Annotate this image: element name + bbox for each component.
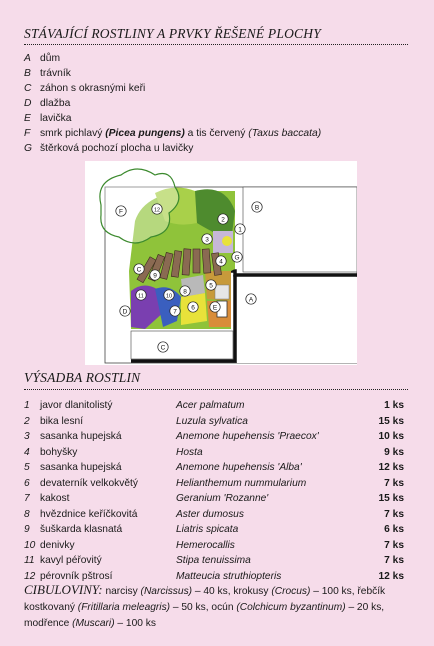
- svg-text:5: 5: [209, 282, 213, 290]
- latin-name: Anemone hupehensis 'Praecox': [176, 431, 319, 442]
- row-number: 10: [24, 539, 36, 551]
- svg-text:6: 6: [191, 304, 195, 312]
- table-row: [24, 538, 404, 554]
- czech-name: kavyl péřovitý: [40, 555, 102, 566]
- text-run: záhon s okrasnými keři: [40, 83, 146, 94]
- czech-name: šuškarda klasnatá: [40, 524, 123, 535]
- quantity: 1 ks: [384, 400, 404, 411]
- row-number: 6: [24, 477, 30, 489]
- dotted-rule: [24, 44, 408, 45]
- plan-letter-label: [120, 306, 130, 316]
- svg-text:7: 7: [173, 308, 177, 316]
- house-area: [237, 277, 357, 363]
- table-row: [24, 414, 404, 430]
- plan-letter-label: [246, 294, 256, 304]
- plan-number-label: [170, 306, 180, 316]
- bed-yellow-spot: [222, 236, 232, 246]
- text-run: (Crocus): [271, 586, 311, 597]
- plan-letter-label: [252, 202, 262, 212]
- latin-name: Anemone hupehensis 'Alba': [176, 462, 302, 473]
- svg-text:2: 2: [221, 216, 225, 224]
- text-run: trávník: [40, 68, 71, 79]
- svg-text:C: C: [160, 344, 166, 352]
- svg-text:C: C: [136, 266, 142, 274]
- row-number: 12: [24, 570, 36, 582]
- planting-table: [24, 398, 404, 584]
- row-number: 4: [24, 446, 30, 458]
- text-run: (Colchicum byzantinum): [236, 602, 346, 613]
- legend-key: D: [24, 98, 32, 109]
- legend-item: [24, 96, 414, 111]
- plan-number-label: [206, 280, 216, 290]
- svg-text:G: G: [234, 254, 240, 262]
- text-run: smrk pichlavý: [40, 128, 106, 139]
- plan-number-label: [164, 290, 174, 300]
- table-row: [24, 476, 404, 492]
- text-run: (Narcissus): [140, 586, 193, 597]
- legend-key: C: [24, 83, 32, 94]
- text-run: (Fritillaria meleagris): [77, 602, 171, 613]
- legend-item: [24, 141, 414, 156]
- table-row: [24, 522, 404, 538]
- czech-name: kakost: [40, 493, 70, 504]
- garden-plan: [85, 161, 357, 365]
- text-run: lavička: [40, 113, 72, 124]
- dotted-rule: [24, 389, 408, 390]
- svg-text:11: 11: [138, 293, 144, 300]
- table-row: [24, 507, 404, 523]
- quantity: 9 ks: [384, 446, 404, 458]
- czech-name: javor dlanitolistý: [40, 400, 113, 411]
- plan-letter-label: [134, 264, 144, 274]
- svg-text:10: 10: [165, 293, 173, 300]
- text-run: – 20 ks, modřence: [24, 602, 385, 629]
- legend-key: E: [24, 113, 31, 124]
- table-row: [24, 429, 404, 445]
- latin-name: Matteucia struthiopteris: [176, 570, 282, 582]
- row-number: 2: [24, 415, 30, 427]
- latin-name: Hosta: [176, 446, 203, 458]
- bulbs-paragraph: [24, 582, 414, 632]
- svg-text:1: 1: [238, 226, 242, 234]
- gravel-area: [215, 285, 229, 299]
- svg-text:8: 8: [183, 288, 187, 296]
- svg-text:4: 4: [219, 258, 223, 266]
- quantity: 15 ks: [378, 415, 404, 427]
- legend-item: [24, 111, 414, 126]
- text-run: – 100 ks, řebčík kostkovaný: [24, 586, 386, 613]
- plan-letter-label: [116, 206, 126, 216]
- text-run: narcisy: [102, 586, 141, 597]
- plan-number-label: [180, 286, 190, 296]
- quantity: 7 ks: [384, 539, 404, 551]
- lawn-area: [243, 187, 357, 272]
- row-number: 3: [24, 431, 30, 442]
- plan-number-label: [202, 234, 212, 244]
- plan-letter-label: [158, 342, 168, 352]
- svg-text:E: E: [212, 304, 218, 312]
- svg-text:12: 12: [153, 207, 161, 214]
- legend-item: [24, 51, 414, 66]
- bottom-bed: [131, 331, 233, 359]
- czech-name: denivky: [40, 539, 75, 551]
- row-number: 11: [24, 555, 35, 566]
- latin-name: Luzula sylvatica: [176, 415, 248, 427]
- svg-text:B: B: [254, 204, 260, 212]
- plan-number-label: [235, 224, 245, 234]
- svg-text:A: A: [248, 296, 254, 304]
- svg-text:3: 3: [205, 236, 209, 244]
- legend-item: [24, 81, 414, 96]
- quantity: 6 ks: [384, 524, 404, 535]
- section-heading-existing: STÁVAJÍCÍ ROSTLINY A PRVKY ŘEŠENÉ PLOCHY: [24, 26, 321, 41]
- czech-name: hvězdnice keříčkovitá: [40, 508, 138, 520]
- latin-name: Helianthemum nummularium: [176, 477, 307, 489]
- legend-item: [24, 126, 414, 141]
- text-run: (Taxus baccata): [248, 128, 322, 139]
- legend-key: A: [24, 53, 31, 64]
- latin-name: Acer palmatum: [176, 400, 245, 411]
- legend-key: G: [24, 143, 33, 154]
- svg-text:F: F: [119, 208, 123, 216]
- plan-letter-label: [232, 252, 242, 262]
- table-row: [24, 398, 404, 414]
- czech-name: pérovník pštrosí: [40, 570, 113, 582]
- czech-name: devaterník velkokvětý: [40, 477, 138, 489]
- row-number: 8: [24, 508, 30, 520]
- text-run: – 50 ks, ocún: [170, 602, 237, 613]
- text-run: štěrková pochozí plocha u lavičky: [40, 143, 194, 154]
- text-run: (Muscari): [72, 618, 115, 629]
- quantity: 7 ks: [384, 477, 404, 489]
- plan-number-label: [188, 302, 198, 312]
- czech-name: sasanka hupejská: [40, 462, 122, 473]
- row-number: 5: [24, 462, 30, 473]
- row-number: 7: [24, 493, 30, 504]
- latin-name: Aster dumosus: [176, 508, 244, 520]
- czech-name: sasanka hupejská: [40, 431, 122, 442]
- text-run: dlažba: [40, 98, 71, 109]
- quantity: 15 ks: [378, 493, 404, 504]
- quantity: 7 ks: [384, 508, 404, 520]
- table-row: [24, 491, 404, 507]
- legend-list: [24, 51, 414, 156]
- bulbs-heading: CIBULOVINY:: [24, 582, 103, 597]
- plan-letter-label: [210, 302, 220, 312]
- czech-name: bika lesní: [40, 415, 84, 427]
- text-run: – 40 ks, krokusy: [192, 586, 272, 597]
- latin-name: Stipa tenuissima: [176, 555, 251, 566]
- text-run: (Picea pungens): [105, 128, 185, 139]
- plan-number-label: [216, 256, 226, 266]
- plan-number-label: [136, 290, 146, 300]
- text-run: a tis červený: [184, 128, 249, 139]
- table-row: [24, 445, 404, 461]
- row-number: 9: [24, 524, 30, 535]
- latin-name: Geranium 'Rozanne': [176, 493, 269, 504]
- table-row: [24, 553, 404, 569]
- legend-item: [24, 66, 414, 81]
- plan-number-label: [150, 270, 160, 280]
- quantity: 12 ks: [378, 462, 404, 473]
- latin-name: Liatris spicata: [176, 524, 239, 535]
- quantity: 12 ks: [378, 570, 404, 582]
- quantity: 7 ks: [384, 555, 404, 566]
- section-heading-planting: VÝSADBA ROSTLIN: [24, 370, 141, 385]
- quantity: 10 ks: [378, 431, 404, 442]
- plan-number-label: [152, 204, 162, 214]
- legend-key: B: [24, 68, 31, 79]
- czech-name: bohyšky: [40, 446, 78, 458]
- table-row: [24, 460, 404, 476]
- latin-name: Hemerocallis: [176, 539, 235, 551]
- svg-text:D: D: [122, 308, 128, 316]
- text-run: – 100 ks: [114, 618, 156, 629]
- svg-text:9: 9: [153, 272, 157, 280]
- legend-key: F: [24, 128, 31, 139]
- text-run: dům: [40, 53, 61, 64]
- plan-number-label: [218, 214, 228, 224]
- row-number: 1: [24, 400, 30, 411]
